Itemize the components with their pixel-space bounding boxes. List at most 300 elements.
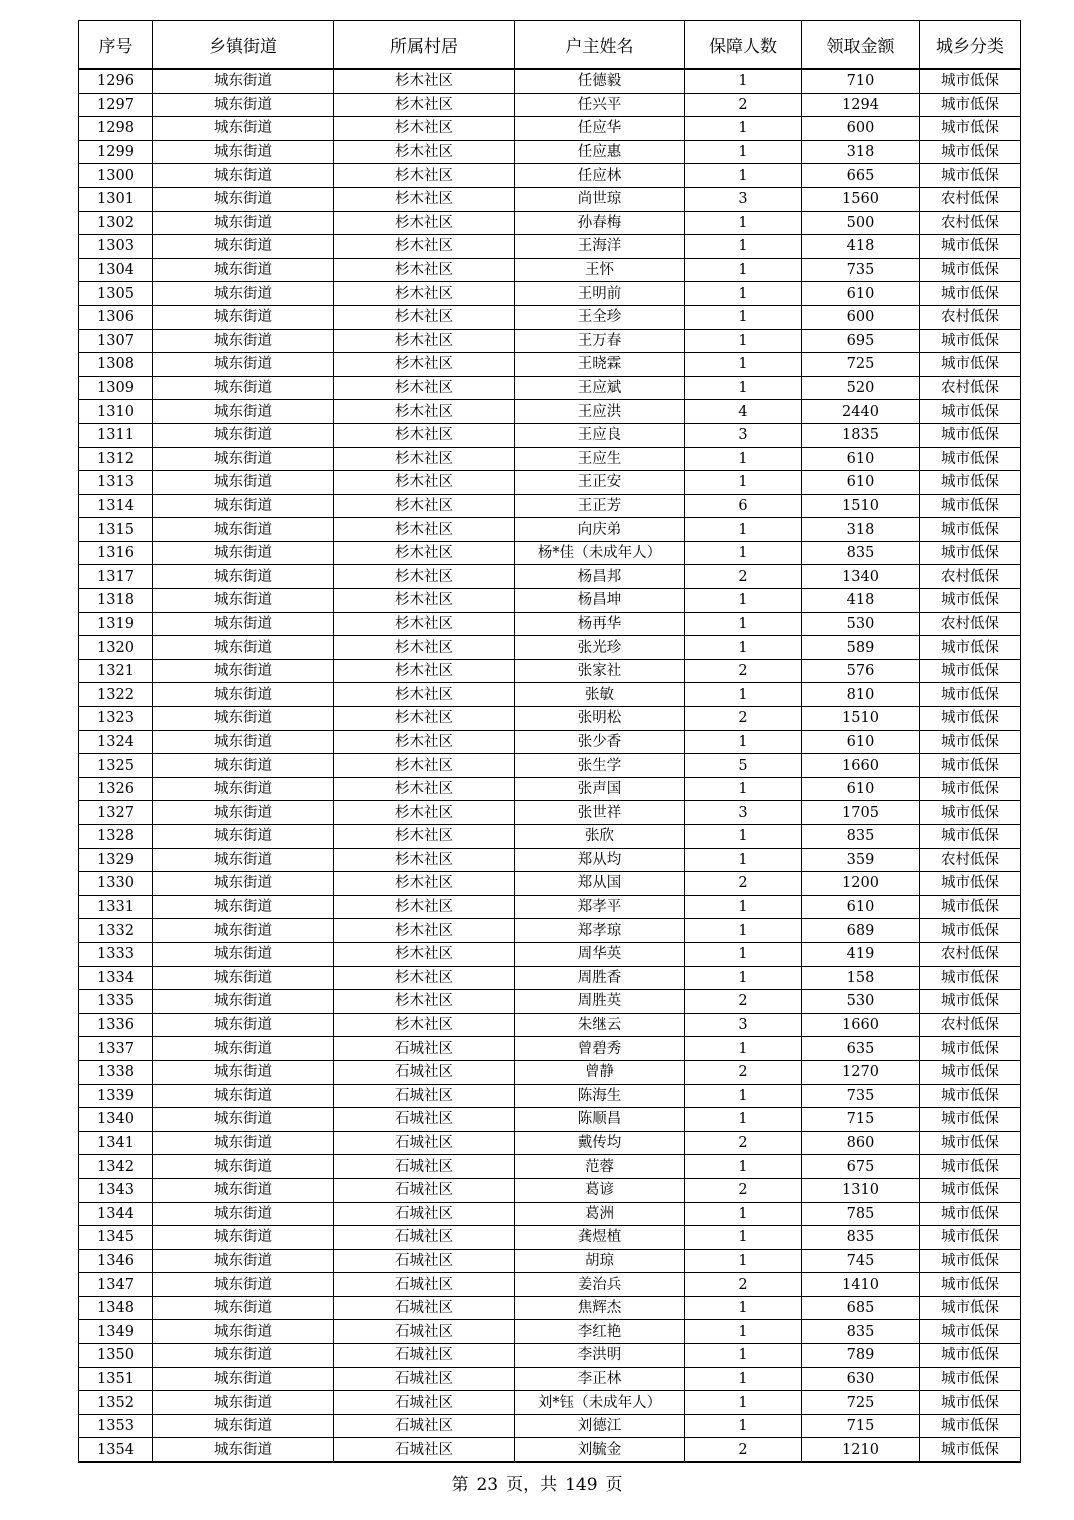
cell-community: 石城社区 (334, 1108, 515, 1132)
cell-township: 城东街道 (153, 1438, 334, 1462)
cell-amount: 1660 (802, 754, 920, 778)
cell-amount: 710 (802, 69, 920, 93)
cell-township: 城东街道 (153, 282, 334, 306)
header-householder: 户主姓名 (515, 21, 685, 70)
cell-community: 杉木社区 (334, 801, 515, 825)
cell-amount: 600 (802, 305, 920, 329)
cell-amount: 689 (802, 919, 920, 943)
cell-householder: 任应华 (515, 117, 685, 141)
cell-community: 石城社区 (334, 1131, 515, 1155)
cell-householder: 陈顺昌 (515, 1108, 685, 1132)
table-row (79, 1084, 1021, 1108)
cell-covered-persons: 2 (685, 565, 802, 589)
cell-community: 石城社区 (334, 1037, 515, 1061)
cell-category: 农村低保 (920, 565, 1021, 589)
cell-amount: 1560 (802, 187, 920, 211)
cell-category: 城市低保 (920, 895, 1021, 919)
cell-amount: 745 (802, 1249, 920, 1273)
cell-amount: 1835 (802, 423, 920, 447)
cell-category: 城市低保 (920, 1296, 1021, 1320)
cell-householder: 王晓霖 (515, 353, 685, 377)
table-row (79, 1273, 1021, 1297)
cell-amount: 158 (802, 966, 920, 990)
total-unit-label: 页 (605, 1475, 623, 1495)
cell-community: 杉木社区 (334, 211, 515, 235)
cell-category: 城市低保 (920, 707, 1021, 731)
cell-serial: 1350 (79, 1344, 153, 1368)
cell-amount: 1510 (802, 707, 920, 731)
cell-covered-persons: 1 (685, 1226, 802, 1250)
cell-covered-persons: 1 (685, 777, 802, 801)
table-row (79, 754, 1021, 778)
cell-category: 城市低保 (920, 1060, 1021, 1084)
cell-amount: 715 (802, 1108, 920, 1132)
cell-category: 农村低保 (920, 211, 1021, 235)
cell-covered-persons: 1 (685, 1249, 802, 1273)
cell-community: 石城社区 (334, 1320, 515, 1344)
cell-category: 农村低保 (920, 305, 1021, 329)
table-row (79, 565, 1021, 589)
cell-community: 杉木社区 (334, 754, 515, 778)
table-row (79, 612, 1021, 636)
cell-category: 城市低保 (920, 329, 1021, 353)
cell-community: 杉木社区 (334, 659, 515, 683)
cell-amount: 665 (802, 164, 920, 188)
cell-township: 城东街道 (153, 140, 334, 164)
cell-covered-persons: 1 (685, 235, 802, 259)
cell-householder: 王万春 (515, 329, 685, 353)
cell-householder: 张欣 (515, 825, 685, 849)
cell-covered-persons: 2 (685, 1178, 802, 1202)
cell-township: 城东街道 (153, 636, 334, 660)
cell-category: 城市低保 (920, 1438, 1021, 1462)
cell-category: 城市低保 (920, 140, 1021, 164)
cell-covered-persons: 1 (685, 589, 802, 613)
table-row (79, 990, 1021, 1014)
cell-township: 城东街道 (153, 1344, 334, 1368)
cell-community: 杉木社区 (334, 636, 515, 660)
cell-serial: 1335 (79, 990, 153, 1014)
cell-community: 杉木社区 (334, 872, 515, 896)
cell-householder: 刘*钰（未成年人） (515, 1391, 685, 1415)
cell-amount: 835 (802, 541, 920, 565)
cell-township: 城东街道 (153, 258, 334, 282)
cell-amount: 530 (802, 612, 920, 636)
cell-category: 城市低保 (920, 1320, 1021, 1344)
table-row (79, 518, 1021, 542)
cell-amount: 635 (802, 1037, 920, 1061)
cell-covered-persons: 1 (685, 966, 802, 990)
cell-category: 城市低保 (920, 282, 1021, 306)
cell-covered-persons: 3 (685, 423, 802, 447)
cell-community: 杉木社区 (334, 612, 515, 636)
cell-covered-persons: 1 (685, 825, 802, 849)
cell-serial: 1299 (79, 140, 153, 164)
cell-community: 石城社区 (334, 1344, 515, 1368)
cell-householder: 李红艳 (515, 1320, 685, 1344)
cell-serial: 1298 (79, 117, 153, 141)
cell-covered-persons: 1 (685, 211, 802, 235)
cell-covered-persons: 1 (685, 919, 802, 943)
cell-amount: 789 (802, 1344, 920, 1368)
cell-township: 城东街道 (153, 305, 334, 329)
cell-householder: 周华英 (515, 942, 685, 966)
cell-category: 城市低保 (920, 872, 1021, 896)
cell-community: 杉木社区 (334, 471, 515, 495)
table-row (79, 282, 1021, 306)
cell-amount: 318 (802, 518, 920, 542)
cell-serial: 1348 (79, 1296, 153, 1320)
cell-township: 城东街道 (153, 1178, 334, 1202)
cell-serial: 1313 (79, 471, 153, 495)
cell-community: 杉木社区 (334, 825, 515, 849)
cell-township: 城东街道 (153, 565, 334, 589)
cell-covered-persons: 1 (685, 258, 802, 282)
cell-category: 城市低保 (920, 919, 1021, 943)
cell-householder: 朱继云 (515, 1013, 685, 1037)
cell-amount: 589 (802, 636, 920, 660)
cell-serial: 1315 (79, 518, 153, 542)
cell-township: 城东街道 (153, 1226, 334, 1250)
table-row (79, 1296, 1021, 1320)
cell-community: 石城社区 (334, 1249, 515, 1273)
table-row (79, 1013, 1021, 1037)
cell-category: 城市低保 (920, 754, 1021, 778)
cell-township: 城东街道 (153, 707, 334, 731)
cell-covered-persons: 2 (685, 707, 802, 731)
cell-category: 城市低保 (920, 730, 1021, 754)
cell-community: 石城社区 (334, 1296, 515, 1320)
cell-householder: 李洪明 (515, 1344, 685, 1368)
cell-township: 城东街道 (153, 353, 334, 377)
table-row (79, 471, 1021, 495)
table-row (79, 541, 1021, 565)
header-category: 城乡分类 (920, 21, 1021, 70)
cell-category: 城市低保 (920, 1414, 1021, 1438)
cell-serial: 1308 (79, 353, 153, 377)
cell-serial: 1345 (79, 1226, 153, 1250)
cell-community: 杉木社区 (334, 400, 515, 424)
table-row (79, 376, 1021, 400)
table-row (79, 329, 1021, 353)
cell-serial: 1305 (79, 282, 153, 306)
cell-township: 城东街道 (153, 211, 334, 235)
cell-serial: 1338 (79, 1060, 153, 1084)
cell-community: 杉木社区 (334, 329, 515, 353)
cell-serial: 1303 (79, 235, 153, 259)
table-row (79, 848, 1021, 872)
cell-amount: 610 (802, 895, 920, 919)
cell-amount: 530 (802, 990, 920, 1014)
cell-amount: 1340 (802, 565, 920, 589)
cell-community: 杉木社区 (334, 1013, 515, 1037)
cell-serial: 1327 (79, 801, 153, 825)
cell-category: 城市低保 (920, 1155, 1021, 1179)
cell-community: 杉木社区 (334, 117, 515, 141)
cell-amount: 675 (802, 1155, 920, 1179)
cell-amount: 735 (802, 1084, 920, 1108)
table-row (79, 872, 1021, 896)
cell-covered-persons: 1 (685, 1155, 802, 1179)
cell-amount: 418 (802, 589, 920, 613)
table-header-row (79, 21, 1021, 70)
cell-covered-persons: 5 (685, 754, 802, 778)
cell-covered-persons: 3 (685, 801, 802, 825)
cell-category: 城市低保 (920, 1249, 1021, 1273)
cell-amount: 2440 (802, 400, 920, 424)
cell-householder: 王海洋 (515, 235, 685, 259)
cell-township: 城东街道 (153, 494, 334, 518)
table-row (79, 258, 1021, 282)
table-row (79, 1367, 1021, 1391)
cell-householder: 王应良 (515, 423, 685, 447)
cell-amount: 735 (802, 258, 920, 282)
cell-covered-persons: 1 (685, 1202, 802, 1226)
cell-township: 城东街道 (153, 1414, 334, 1438)
cell-category: 城市低保 (920, 966, 1021, 990)
cell-township: 城东街道 (153, 754, 334, 778)
cell-householder: 陈海生 (515, 1084, 685, 1108)
table-row (79, 1344, 1021, 1368)
cell-covered-persons: 1 (685, 376, 802, 400)
cell-township: 城东街道 (153, 400, 334, 424)
cell-township: 城东街道 (153, 589, 334, 613)
cell-township: 城东街道 (153, 777, 334, 801)
cell-category: 城市低保 (920, 990, 1021, 1014)
cell-township: 城东街道 (153, 329, 334, 353)
table-row (79, 801, 1021, 825)
table-row (79, 400, 1021, 424)
cell-covered-persons: 1 (685, 447, 802, 471)
cell-covered-persons: 2 (685, 1060, 802, 1084)
cell-amount: 835 (802, 825, 920, 849)
cell-covered-persons: 1 (685, 730, 802, 754)
cell-householder: 戴传均 (515, 1131, 685, 1155)
cell-township: 城东街道 (153, 872, 334, 896)
cell-serial: 1353 (79, 1414, 153, 1438)
cell-householder: 杨*佳（未成年人） (515, 541, 685, 565)
cell-serial: 1334 (79, 966, 153, 990)
cell-serial: 1352 (79, 1391, 153, 1415)
table-row (79, 1202, 1021, 1226)
cell-township: 城东街道 (153, 1296, 334, 1320)
cell-householder: 尚世琼 (515, 187, 685, 211)
cell-township: 城东街道 (153, 1108, 334, 1132)
table-row (79, 1249, 1021, 1273)
cell-householder: 葛谚 (515, 1178, 685, 1202)
cell-serial: 1318 (79, 589, 153, 613)
cell-serial: 1324 (79, 730, 153, 754)
cell-township: 城东街道 (153, 919, 334, 943)
table-row (79, 1320, 1021, 1344)
cell-covered-persons: 1 (685, 1344, 802, 1368)
cell-community: 杉木社区 (334, 777, 515, 801)
cell-covered-persons: 1 (685, 69, 802, 93)
cell-category: 城市低保 (920, 589, 1021, 613)
cell-township: 城东街道 (153, 1249, 334, 1273)
cell-category: 城市低保 (920, 117, 1021, 141)
cell-serial: 1296 (79, 69, 153, 93)
cell-householder: 任兴平 (515, 93, 685, 117)
cell-amount: 685 (802, 1296, 920, 1320)
cell-category: 城市低保 (920, 1226, 1021, 1250)
cell-amount: 725 (802, 1391, 920, 1415)
cell-amount: 576 (802, 659, 920, 683)
cell-township: 城东街道 (153, 848, 334, 872)
table-row (79, 164, 1021, 188)
cell-amount: 1660 (802, 1013, 920, 1037)
cell-serial: 1344 (79, 1202, 153, 1226)
cell-serial: 1326 (79, 777, 153, 801)
cell-covered-persons: 1 (685, 1108, 802, 1132)
header-covered-persons: 保障人数 (685, 21, 802, 70)
cell-householder: 张明松 (515, 707, 685, 731)
cell-community: 石城社区 (334, 1084, 515, 1108)
table-row (79, 730, 1021, 754)
cell-township: 城东街道 (153, 1202, 334, 1226)
cell-community: 杉木社区 (334, 305, 515, 329)
cell-householder: 王正芳 (515, 494, 685, 518)
cell-township: 城东街道 (153, 471, 334, 495)
cell-amount: 630 (802, 1367, 920, 1391)
cell-amount: 419 (802, 942, 920, 966)
cell-covered-persons: 1 (685, 612, 802, 636)
cell-township: 城东街道 (153, 801, 334, 825)
cell-category: 城市低保 (920, 777, 1021, 801)
cell-category: 城市低保 (920, 235, 1021, 259)
table-row (79, 966, 1021, 990)
cell-serial: 1341 (79, 1131, 153, 1155)
table-row (79, 1155, 1021, 1179)
cell-serial: 1329 (79, 848, 153, 872)
cell-community: 杉木社区 (334, 848, 515, 872)
cell-householder: 任应惠 (515, 140, 685, 164)
cell-householder: 刘德江 (515, 1414, 685, 1438)
cell-covered-persons: 1 (685, 305, 802, 329)
cell-category: 城市低保 (920, 683, 1021, 707)
cell-serial: 1306 (79, 305, 153, 329)
cell-covered-persons: 1 (685, 164, 802, 188)
cell-amount: 1210 (802, 1438, 920, 1462)
cell-community: 杉木社区 (334, 966, 515, 990)
cell-amount: 610 (802, 777, 920, 801)
cell-householder: 龚煜植 (515, 1226, 685, 1250)
cell-township: 城东街道 (153, 1391, 334, 1415)
table-row (79, 1060, 1021, 1084)
cell-serial: 1336 (79, 1013, 153, 1037)
cell-category: 城市低保 (920, 1344, 1021, 1368)
cell-householder: 胡琼 (515, 1249, 685, 1273)
cell-category: 城市低保 (920, 258, 1021, 282)
cell-community: 石城社区 (334, 1060, 515, 1084)
cell-township: 城东街道 (153, 187, 334, 211)
cell-covered-persons: 1 (685, 1414, 802, 1438)
cell-serial: 1302 (79, 211, 153, 235)
cell-householder: 王全珍 (515, 305, 685, 329)
table-row (79, 211, 1021, 235)
cell-amount: 1310 (802, 1178, 920, 1202)
table-row (79, 117, 1021, 141)
cell-amount: 1200 (802, 872, 920, 896)
cell-serial: 1331 (79, 895, 153, 919)
total-pages-number: 149 (565, 1475, 598, 1495)
cell-category: 农村低保 (920, 942, 1021, 966)
cell-community: 石城社区 (334, 1367, 515, 1391)
cell-category: 城市低保 (920, 1391, 1021, 1415)
cell-category: 城市低保 (920, 1108, 1021, 1132)
cell-serial: 1312 (79, 447, 153, 471)
cell-category: 农村低保 (920, 187, 1021, 211)
cell-covered-persons: 1 (685, 329, 802, 353)
table-row (79, 659, 1021, 683)
cell-amount: 835 (802, 1226, 920, 1250)
cell-community: 杉木社区 (334, 282, 515, 306)
cell-covered-persons: 1 (685, 353, 802, 377)
cell-township: 城东街道 (153, 730, 334, 754)
cell-community: 杉木社区 (334, 589, 515, 613)
cell-category: 城市低保 (920, 518, 1021, 542)
cell-covered-persons: 6 (685, 494, 802, 518)
cell-serial: 1297 (79, 93, 153, 117)
cell-township: 城东街道 (153, 1273, 334, 1297)
cell-amount: 1510 (802, 494, 920, 518)
cell-covered-persons: 1 (685, 1084, 802, 1108)
cell-serial: 1333 (79, 942, 153, 966)
cell-householder: 张声国 (515, 777, 685, 801)
cell-community: 石城社区 (334, 1414, 515, 1438)
cell-community: 石城社区 (334, 1226, 515, 1250)
cell-serial: 1346 (79, 1249, 153, 1273)
cell-township: 城东街道 (153, 683, 334, 707)
cell-householder: 杨昌邦 (515, 565, 685, 589)
cell-community: 杉木社区 (334, 942, 515, 966)
cell-amount: 835 (802, 1320, 920, 1344)
cell-township: 城东街道 (153, 1320, 334, 1344)
cell-householder: 王应斌 (515, 376, 685, 400)
table-row (79, 187, 1021, 211)
table-row (79, 1178, 1021, 1202)
cell-community: 杉木社区 (334, 447, 515, 471)
cell-township: 城东街道 (153, 376, 334, 400)
cell-householder: 张生学 (515, 754, 685, 778)
cell-community: 杉木社区 (334, 683, 515, 707)
cell-covered-persons: 1 (685, 471, 802, 495)
cell-amount: 318 (802, 140, 920, 164)
cell-township: 城东街道 (153, 990, 334, 1014)
cell-serial: 1347 (79, 1273, 153, 1297)
cell-householder: 张敏 (515, 683, 685, 707)
cell-category: 城市低保 (920, 447, 1021, 471)
cell-community: 杉木社区 (334, 541, 515, 565)
cell-community: 杉木社区 (334, 258, 515, 282)
cell-serial: 1321 (79, 659, 153, 683)
cell-serial: 1309 (79, 376, 153, 400)
cell-householder: 周胜香 (515, 966, 685, 990)
cell-householder: 杨昌坤 (515, 589, 685, 613)
cell-householder: 王应生 (515, 447, 685, 471)
cell-category: 城市低保 (920, 1084, 1021, 1108)
cell-serial: 1330 (79, 872, 153, 896)
cell-amount: 610 (802, 282, 920, 306)
table-row (79, 825, 1021, 849)
table-row (79, 1414, 1021, 1438)
cell-township: 城东街道 (153, 541, 334, 565)
cell-amount: 785 (802, 1202, 920, 1226)
cell-amount: 1294 (802, 93, 920, 117)
cell-township: 城东街道 (153, 1037, 334, 1061)
cell-serial: 1304 (79, 258, 153, 282)
header-community: 所属村居 (334, 21, 515, 70)
